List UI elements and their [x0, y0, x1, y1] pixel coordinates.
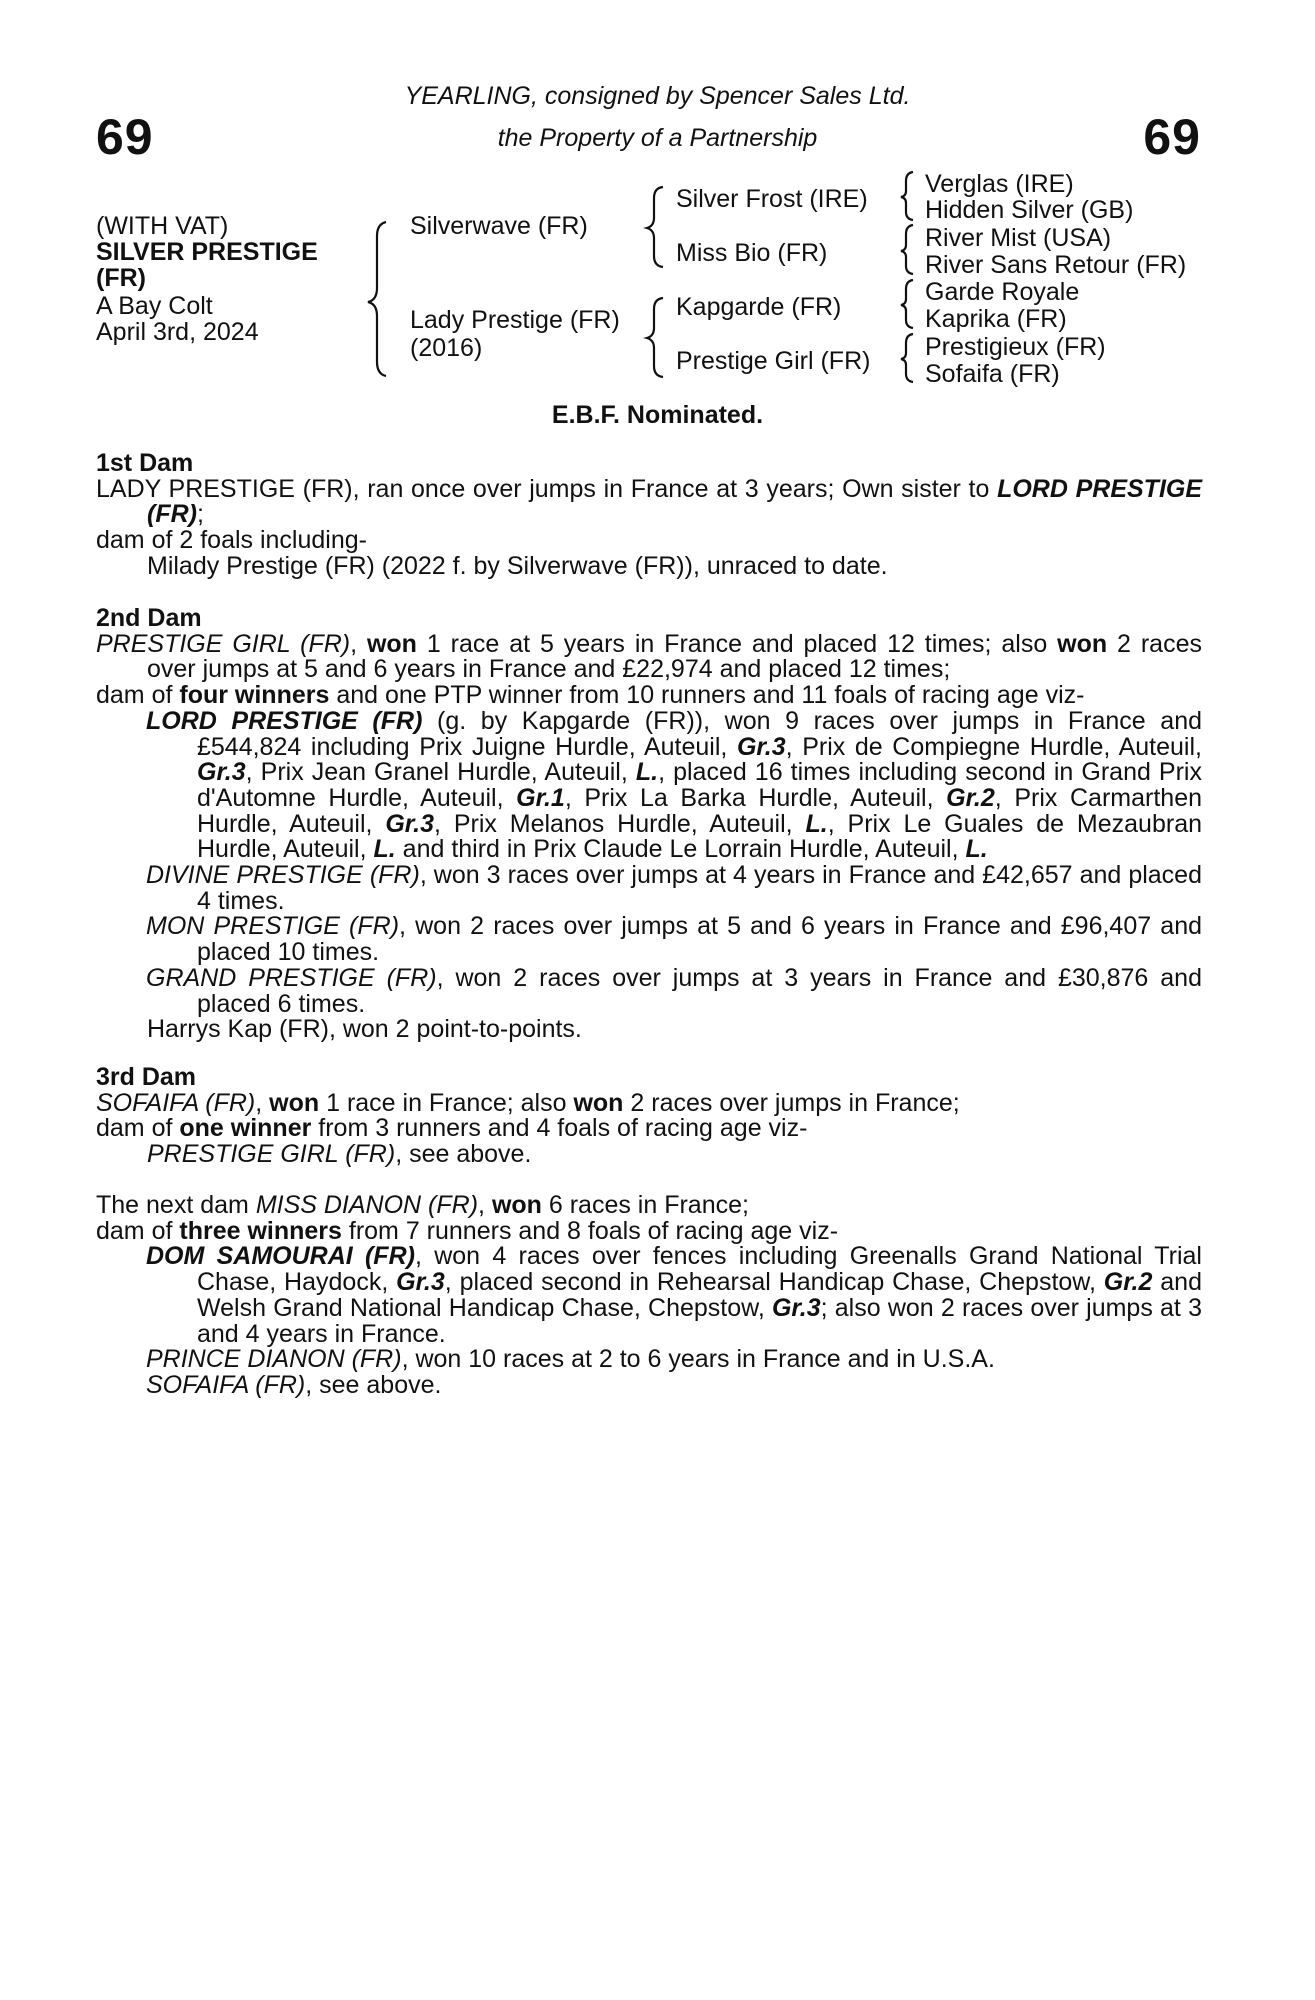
sire-sire: Silver Frost (IRE): [676, 185, 868, 213]
progeny-sofaifa: SOFAIFA (FR), see above.: [146, 1370, 442, 1399]
third-dam-title: 3rd Dam: [96, 1063, 197, 1091]
property-line: the Property of a Partnership: [497, 124, 818, 152]
progeny-harrys-kap: Harrys Kap (FR), won 2 point-to-points.: [147, 1015, 582, 1044]
brace-ss: [901, 172, 913, 220]
second-dam-section: [96, 606, 1202, 1043]
sire: Silverwave (FR): [410, 212, 588, 240]
horse-name: SILVER PRESTIGE: [96, 238, 318, 266]
progeny-grand-prestige: GRAND PRESTIGE (FR), won 2 races over jumps at 3 years in France and £30,876 and placed 6 times.: [146, 963, 1202, 1018]
first-dam-title: 1st Dam: [96, 449, 194, 477]
ebf-nominated: E.B.F. Nominated.: [551, 401, 764, 429]
next-dam-produce: dam of three winners from 7 runners and 8 foals of racing age viz-: [96, 1216, 839, 1245]
second-dam-race-record: PRESTIGE GIRL (FR), won 1 race at 5 years in France and placed 12 times; also won 2 races over jumps at 5 and 6 years in France and £22,974 and placed 12 times;: [96, 629, 1202, 684]
lot-number-right: 69: [1143, 109, 1201, 165]
third-dam-race-record: SOFAIFA (FR), won 1 race in France; also won 2 races over jumps in France;: [96, 1088, 960, 1117]
gen3-8: Sofaifa (FR): [925, 360, 1060, 388]
brace-dd: [901, 334, 913, 382]
gen3-5: Garde Royale: [925, 278, 1080, 306]
first-dam-section: [96, 451, 1202, 580]
first-dam-race-record: LADY PRESTIGE (FR), ran once over jumps in France at 3 years; Own sister to LORD PRESTIGE (FR);: [96, 474, 1203, 529]
dam: Lady Prestige (FR): [410, 306, 620, 334]
brace-main: [368, 222, 386, 376]
second-dam-title: 2nd Dam: [96, 604, 202, 632]
dam-dam: Prestige Girl (FR): [676, 347, 871, 375]
gen3-2: Hidden Silver (GB): [925, 196, 1134, 224]
first-dam-produce: dam of 2 foals including-: [96, 526, 367, 555]
gen3-7: Prestigieux (FR): [925, 333, 1106, 361]
gen3-3: River Mist (USA): [925, 224, 1112, 252]
progeny-mon-prestige: MON PRESTIGE (FR), won 2 races over jumps at 5 and 6 years in France and £96,407 and placed 10 times.: [146, 912, 1203, 967]
dam-year: (2016): [410, 334, 483, 362]
next-dam-section: [96, 1193, 1202, 1399]
gen3-6: Kaprika (FR): [925, 305, 1067, 333]
third-dam-section: [96, 1065, 1202, 1168]
first-dam-sister-name: LORD PRESTIGE (FR): [147, 474, 1203, 529]
vat-note: (WITH VAT): [96, 212, 229, 240]
horse-name-suffix: (FR): [96, 264, 146, 292]
third-dam-progeny: PRESTIGE GIRL (FR), see above.: [147, 1140, 532, 1169]
brace-sd: [901, 225, 913, 274]
progeny-lord-prestige: LORD PRESTIGE (FR) (g. by Kapgarde (FR)), won 9 races over jumps in France and £544,824 including Prix Juigne Hurdle, Auteuil, Gr.3, Prix de Compiegne Hurdle, Auteuil, Gr.3, Prix Jean Granel Hurdle, Auteuil, L., placed 16 times including second in Grand Prix d'Automne Hurdle, Auteuil, Gr.1, Prix La Barka Hurdle, Auteuil, Gr.2, Prix Carmarthen Hurdle, Auteuil, Gr.3, Prix Melanos Hurdle, Auteuil, L., Prix Le Guales de Mezaubran Hurdle, Auteuil, L. and third in Prix Claude Le Lorrain Hurdle, Auteuil, L.: [146, 706, 1203, 864]
second-dam-produce: dam of four winners and one PTP winner from 10 runners and 11 foals of racing age viz-: [96, 681, 1085, 710]
sire-dam: Miss Bio (FR): [676, 239, 828, 267]
horse-description: A Bay Colt: [96, 292, 213, 320]
progeny-dom-samourai: DOM SAMOURAI (FR), won 4 races over fences including Greenalls Grand National Trial Chase, Haydock, Gr.3, placed second in Rehearsal Handicap Chase, Chepstow, Gr.2 and Welsh Grand National Handicap Chase, Chepstow, Gr.3; also won 2 races over jumps at 3 and 4 years in France.: [146, 1242, 1202, 1348]
brace-sire: [647, 187, 663, 267]
gen3-4: River Sans Retour (FR): [925, 251, 1187, 279]
progeny-prince-dianon: PRINCE DIANON (FR), won 10 races at 2 to 6 years in France and in U.S.A.: [146, 1345, 995, 1374]
dam-sire: Kapgarde (FR): [676, 293, 842, 321]
brace-dam: [647, 298, 663, 377]
consignor-line: YEARLING, consigned by Spencer Sales Ltd.: [404, 82, 911, 110]
progeny-divine-prestige: DIVINE PRESTIGE (FR), won 3 races over jumps at 4 years in France and £42,657 and placed 4 times.: [146, 861, 1202, 915]
horse-foaled: April 3rd, 2024: [96, 318, 259, 346]
brace-ds: [901, 280, 913, 328]
next-dam-race-record: The next dam MISS DIANON (FR), won 6 races in France;: [96, 1191, 749, 1219]
first-dam-foal: Milady Prestige (FR) (2022 f. by Silverwave (FR)), unraced to date.: [147, 551, 888, 580]
gen3-1: Verglas (IRE): [925, 170, 1074, 198]
lot-number-left: 69: [96, 109, 154, 165]
third-dam-produce: dam of one winner from 3 runners and 4 foals of racing age viz-: [96, 1114, 808, 1143]
